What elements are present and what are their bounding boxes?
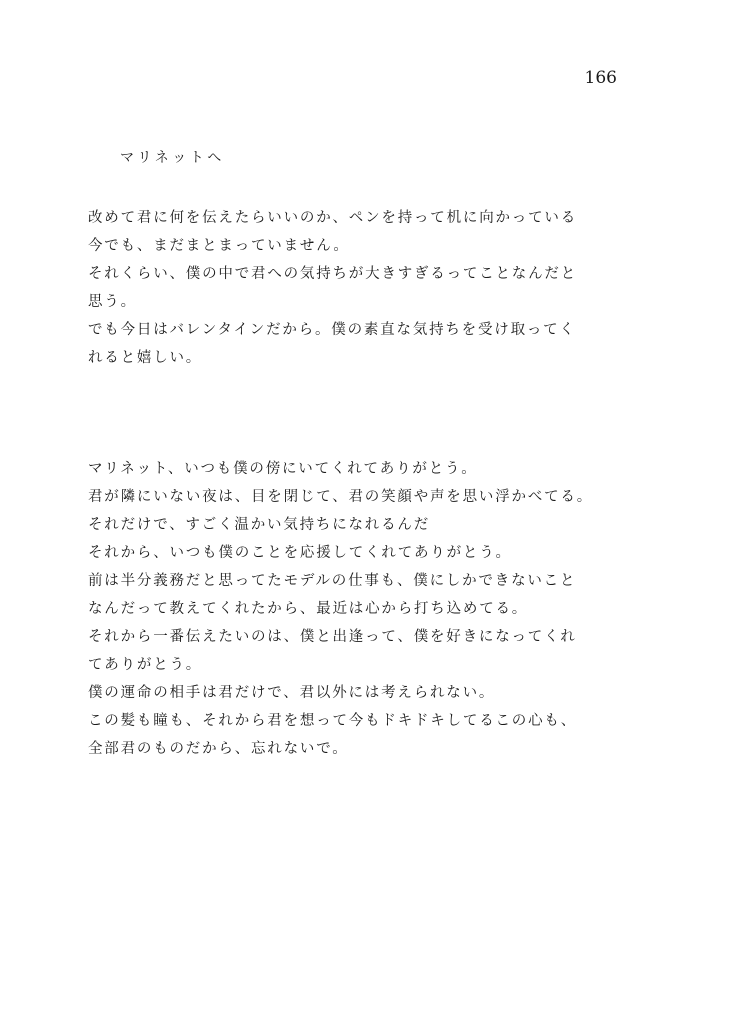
text-line: それくらい、僕の中で君への気持ちが大きすぎるってことなんだと <box>88 266 577 282</box>
text-line: でも今日はバレンタインだから。僕の素直な気持ちを受け取ってく <box>88 322 576 338</box>
text-line: 君が隣にいない夜は、目を閉じて、君の笑顔や声を思い浮かべてる。 <box>88 489 594 505</box>
text-line: てありがとう。 <box>88 657 203 673</box>
paragraph-1 <box>88 204 628 372</box>
text-line: なんだって教えてくれたから、最近は心から打ち込めてる。 <box>88 601 529 617</box>
text-line: それから一番伝えたいのは、僕と出逢って、僕を好きになってくれ <box>88 629 577 645</box>
text-line: 思う。 <box>88 294 137 310</box>
text-line: 僕の運命の相手は君だけで、君以外には考えられない。 <box>88 685 496 701</box>
text-line: 改めて君に何を伝えたらいいのか、ペンを持って机に向かっている <box>88 210 577 226</box>
paragraph-2 <box>88 455 628 763</box>
letter-salutation: マリネットへ <box>120 150 225 166</box>
text-line: れると嬉しい。 <box>88 350 203 366</box>
text-line: 全部君のものだから、忘れないで。 <box>88 741 349 757</box>
text-line: 前は半分義務だと思ってたモデルの仕事も、僕にしかできないこと <box>88 573 577 589</box>
text-line: この髪も瞳も、それから君を想って今もドキドキしてるこの心も、 <box>88 713 577 729</box>
text-line: マリネット、いつも僕の傍にいてくれてありがとう。 <box>88 461 478 477</box>
text-line: 今でも、まだまとまっていません。 <box>88 238 350 254</box>
text-line: それだけで、すごく温かい気持ちになれるんだ <box>88 517 431 533</box>
text-line: それから、いつも僕のことを応援してくれてありがとう。 <box>88 545 512 561</box>
page-number: 166 <box>584 68 617 88</box>
